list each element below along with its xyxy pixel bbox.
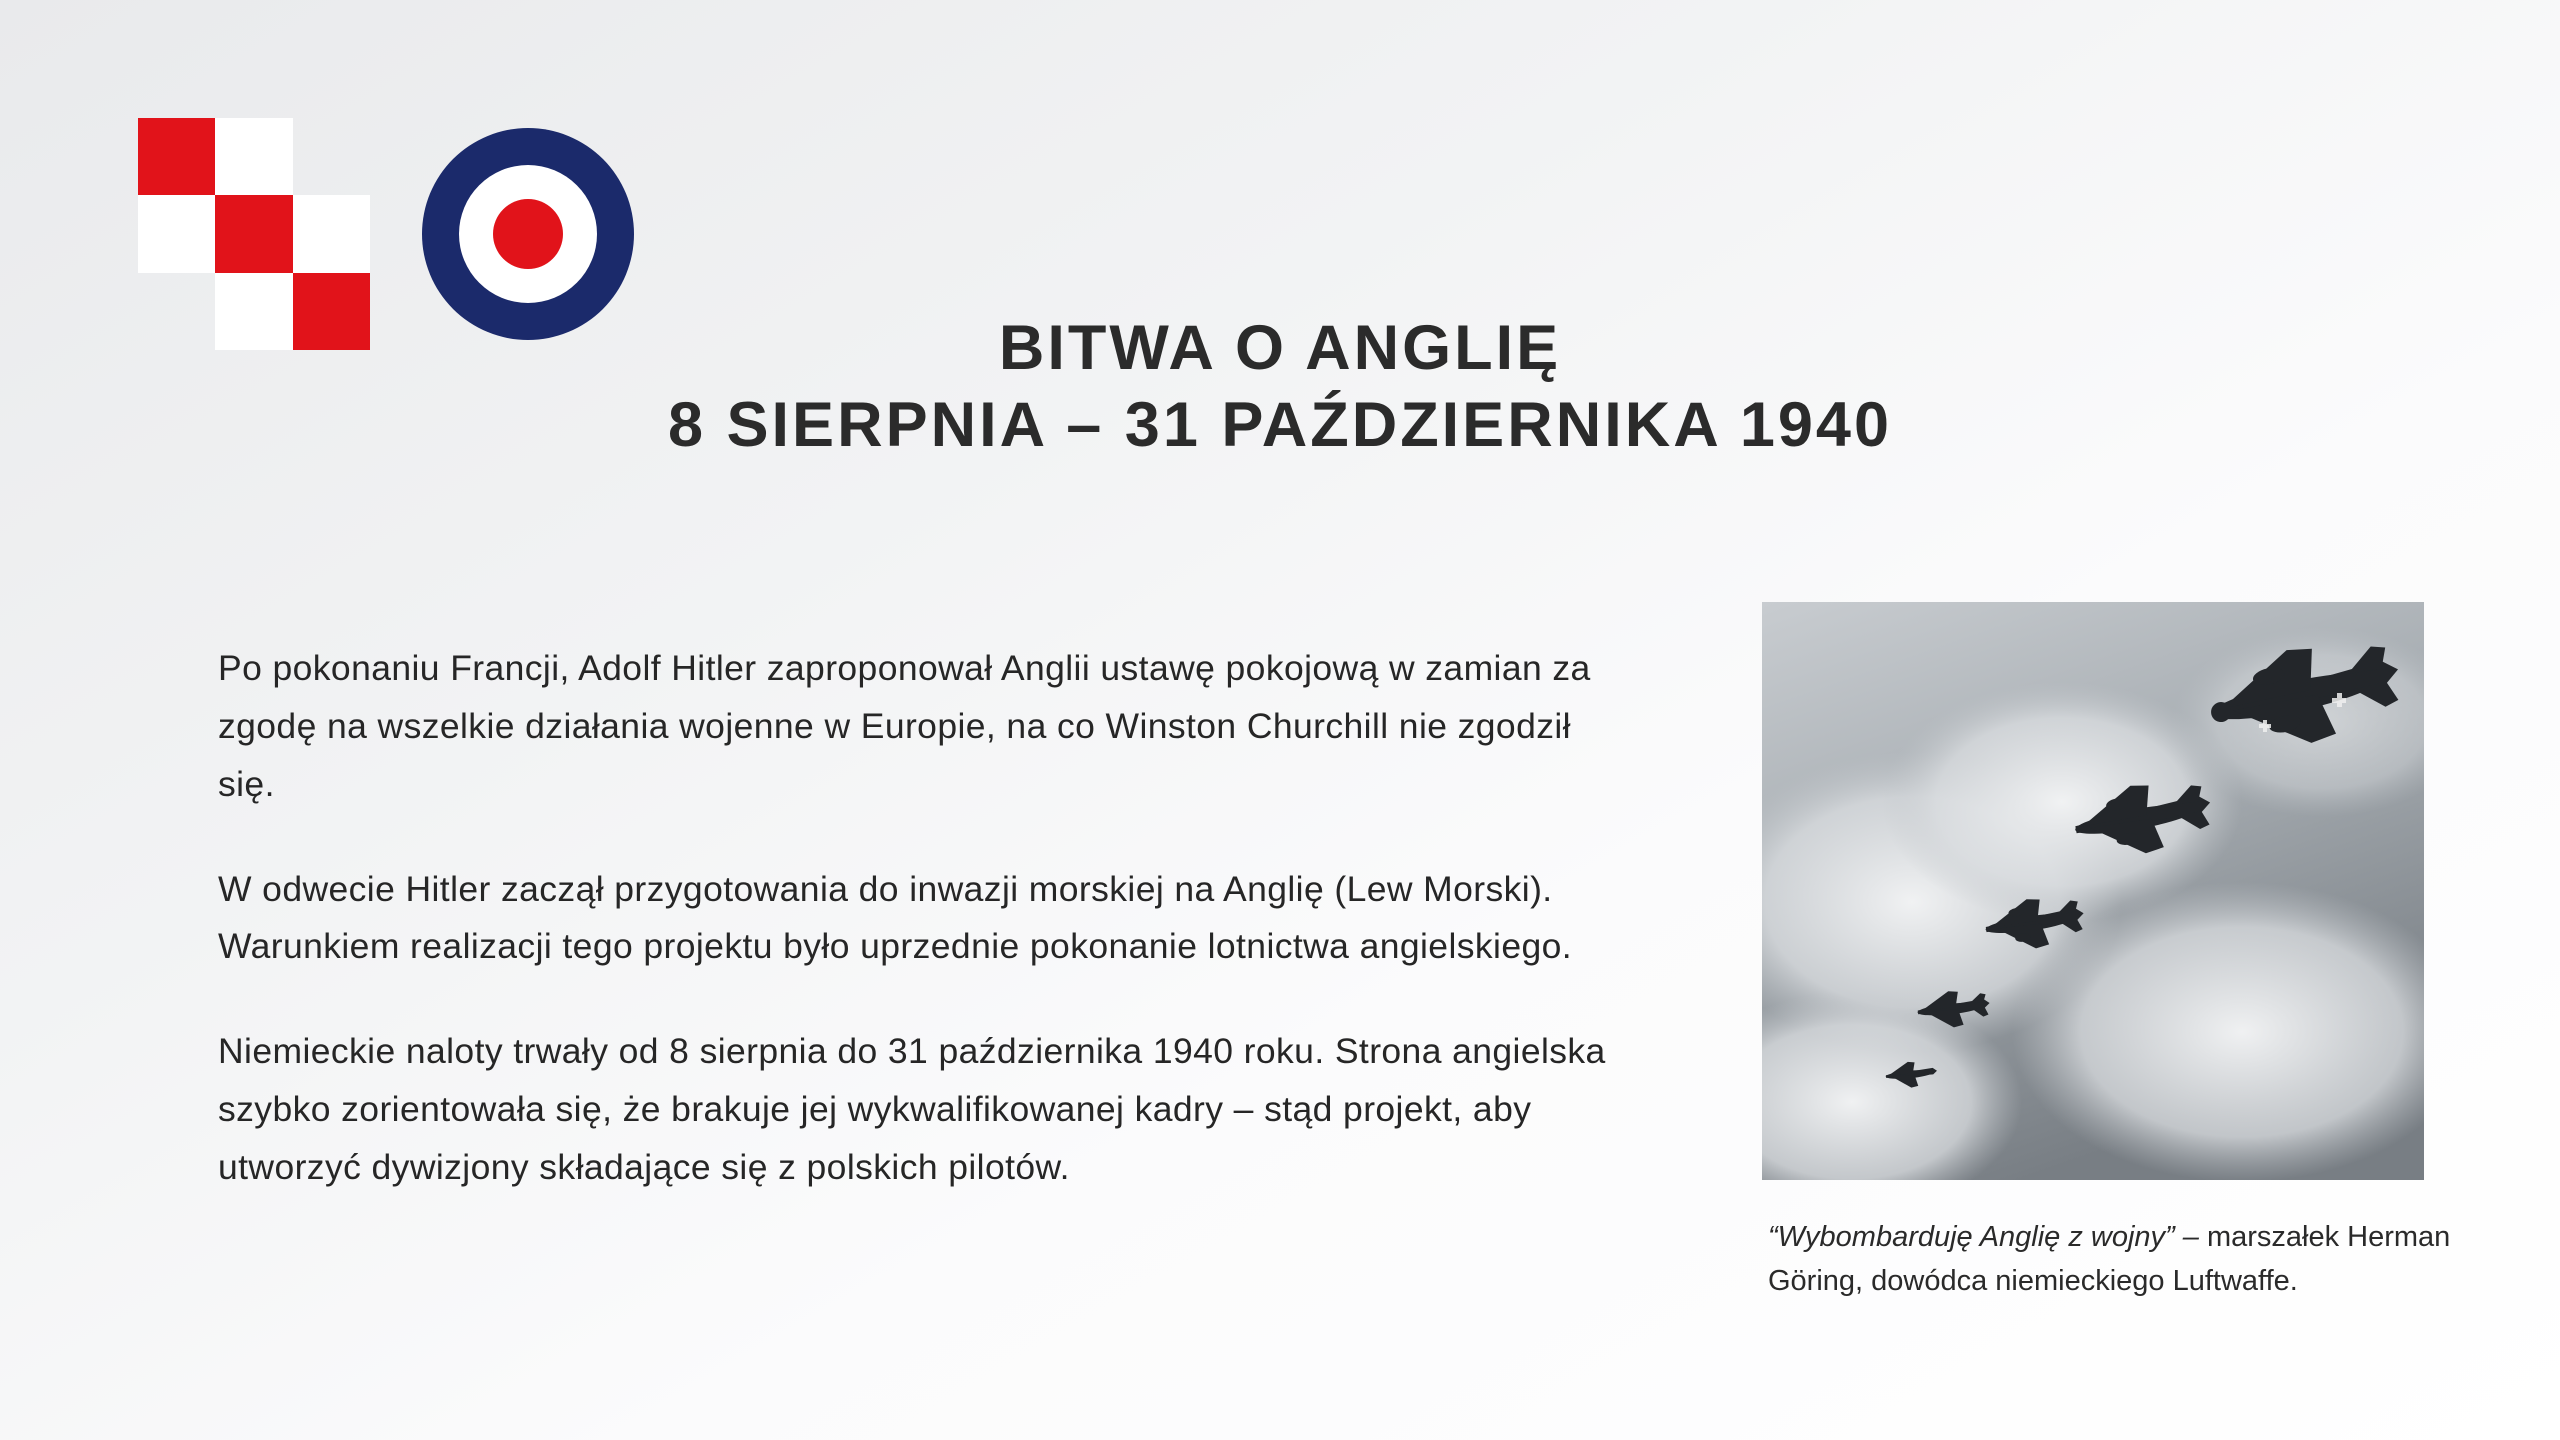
photo-caption [1768, 1215, 2468, 1303]
roundel-red-center [493, 199, 563, 269]
page-title [430, 310, 2130, 464]
raf-roundel-icon [422, 128, 634, 340]
title-line-2: 8 SIERPNIA – 31 PAŹDZIERNIKA 1940 [667, 389, 1893, 460]
bomber-formation-photo [1762, 602, 2424, 1180]
body-text [218, 640, 1618, 1197]
paragraph-1: Po pokonaniu Francji, Adolf Hitler zaproponował Anglii ustawę pokojową w zamian za zgodę na wszelkie działania wojenne w Europie, na co Winston Churchill nie zgodził się. [218, 648, 1591, 804]
paragraph-2: W odwecie Hitler zaczął przygotowania do inwazji morskiej na Anglię (Lew Morski). Warunkiem realizacji tego projektu było uprzednie pokonanie lotnictwa angielskiego. [218, 868, 1573, 967]
polish-air-force-checkerboard-icon [138, 118, 370, 350]
paragraph-3: Niemieckie naloty trwały od 8 sierpnia do 31 października 1940 roku. Strona angielska szybko zorientowała się, że brakuje jej wykwalifikowanej kadry – stąd projekt, aby utworzyć dywizjony składające się z polskich pilotów. [218, 1031, 1606, 1188]
roundel-white-ring [459, 165, 597, 303]
caption-quote: “Wybombarduję Anglię z wojny” – [1768, 1221, 2199, 1253]
photo-illustration [1762, 602, 2424, 1180]
caption-attribution: marszałek Herman Göring, dowódca niemieckiego Luftwaffe. [1768, 1221, 2451, 1298]
title-line-1: BITWA O ANGLIĘ [998, 313, 1562, 383]
